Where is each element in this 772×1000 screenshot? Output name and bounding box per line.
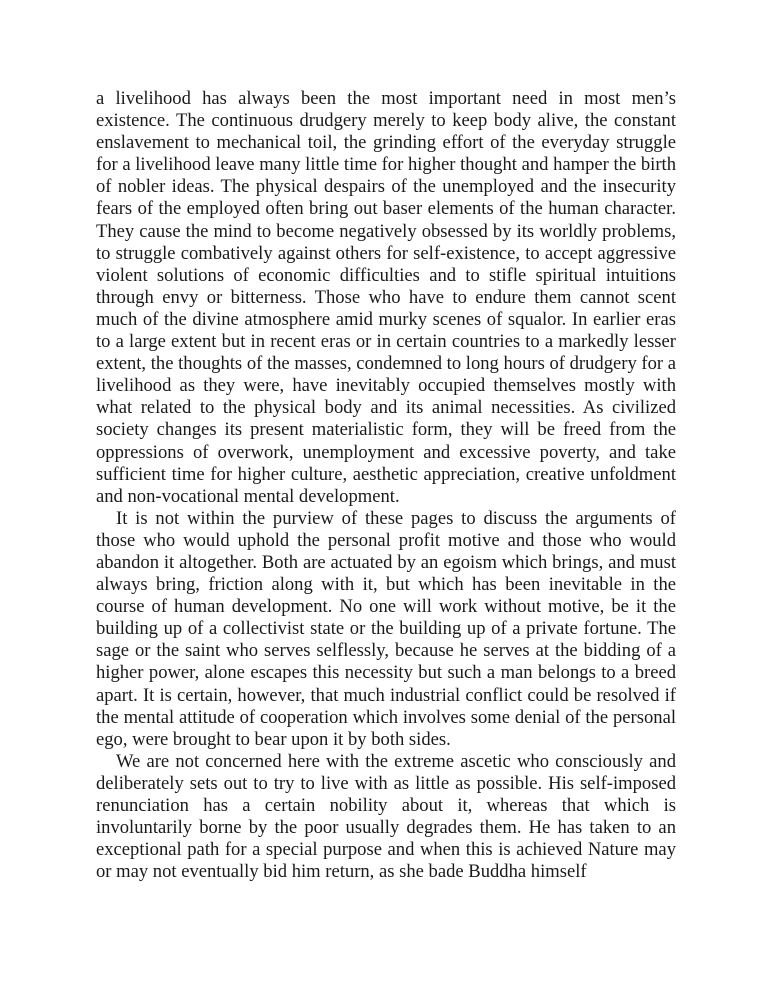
paragraph-3: We are not concerned here with the extreme ascetic who consciously and deliberately sets out to try to live with as little as possible. His self-imposed renunciation has a certain nobility about it, whereas that which is involuntarily borne by the poor usually degrades them. He has taken to an exceptional path for a special purpose and when this is achieved Nature may or may not eventually bid him return, as she bade Buddha himself xyxy=(96,750,676,883)
page-body xyxy=(96,88,676,883)
paragraph-1: a livelihood has always been the most important need in most men’s existence. The continuous drudgery merely to keep body alive, the constant enslavement to mechanical toil, the grinding effort of the everyday struggle for a livelihood leave many little time for higher thought and hamper the birth of nobler ideas. The physical despairs of the unemployed and the insecurity fears of the employed often bring out baser elements of the human character. They cause the mind to become negatively obsessed by its worldly problems, to struggle combatively against others for self-existence, to accept aggressive violent solutions of economic difficulties and to stifle spiritual intuitions through envy or bitterness. Those who have to endure them cannot scent much of the divine atmosphere amid murky scenes of squalor. In earlier eras to a large extent but in recent eras or in certain countries to a markedly lesser extent, the thoughts of the masses, condemned to long hours of drudgery for a livelihood as they were, have inevitably occupied themselves mostly with what related to the physical body and its animal necessities. As civilized society changes its present materialistic form, they will be freed from the oppressions of overwork, unemployment and excessive poverty, and take sufficient time for higher culture, aesthetic appreciation, creative unfoldment and non-vocational mental development. xyxy=(96,88,676,507)
paragraph-2: It is not within the purview of these pages to discuss the arguments of those who would uphold the personal profit motive and those who would abandon it altogether. Both are actuated by an egoism which brings, and must always bring, friction along with it, but which has been inevitable in the course of human development. No one will work without motive, be it the building up of a collectivist state or the building up of a private fortune. The sage or the saint who serves selflessly, because he serves at the bidding of a higher power, alone escapes this necessity but such a man belongs to a breed apart. It is certain, however, that much industrial conflict could be resolved if the mental attitude of cooperation which involves some denial of the personal ego, were brought to bear upon it by both sides. xyxy=(96,507,676,750)
